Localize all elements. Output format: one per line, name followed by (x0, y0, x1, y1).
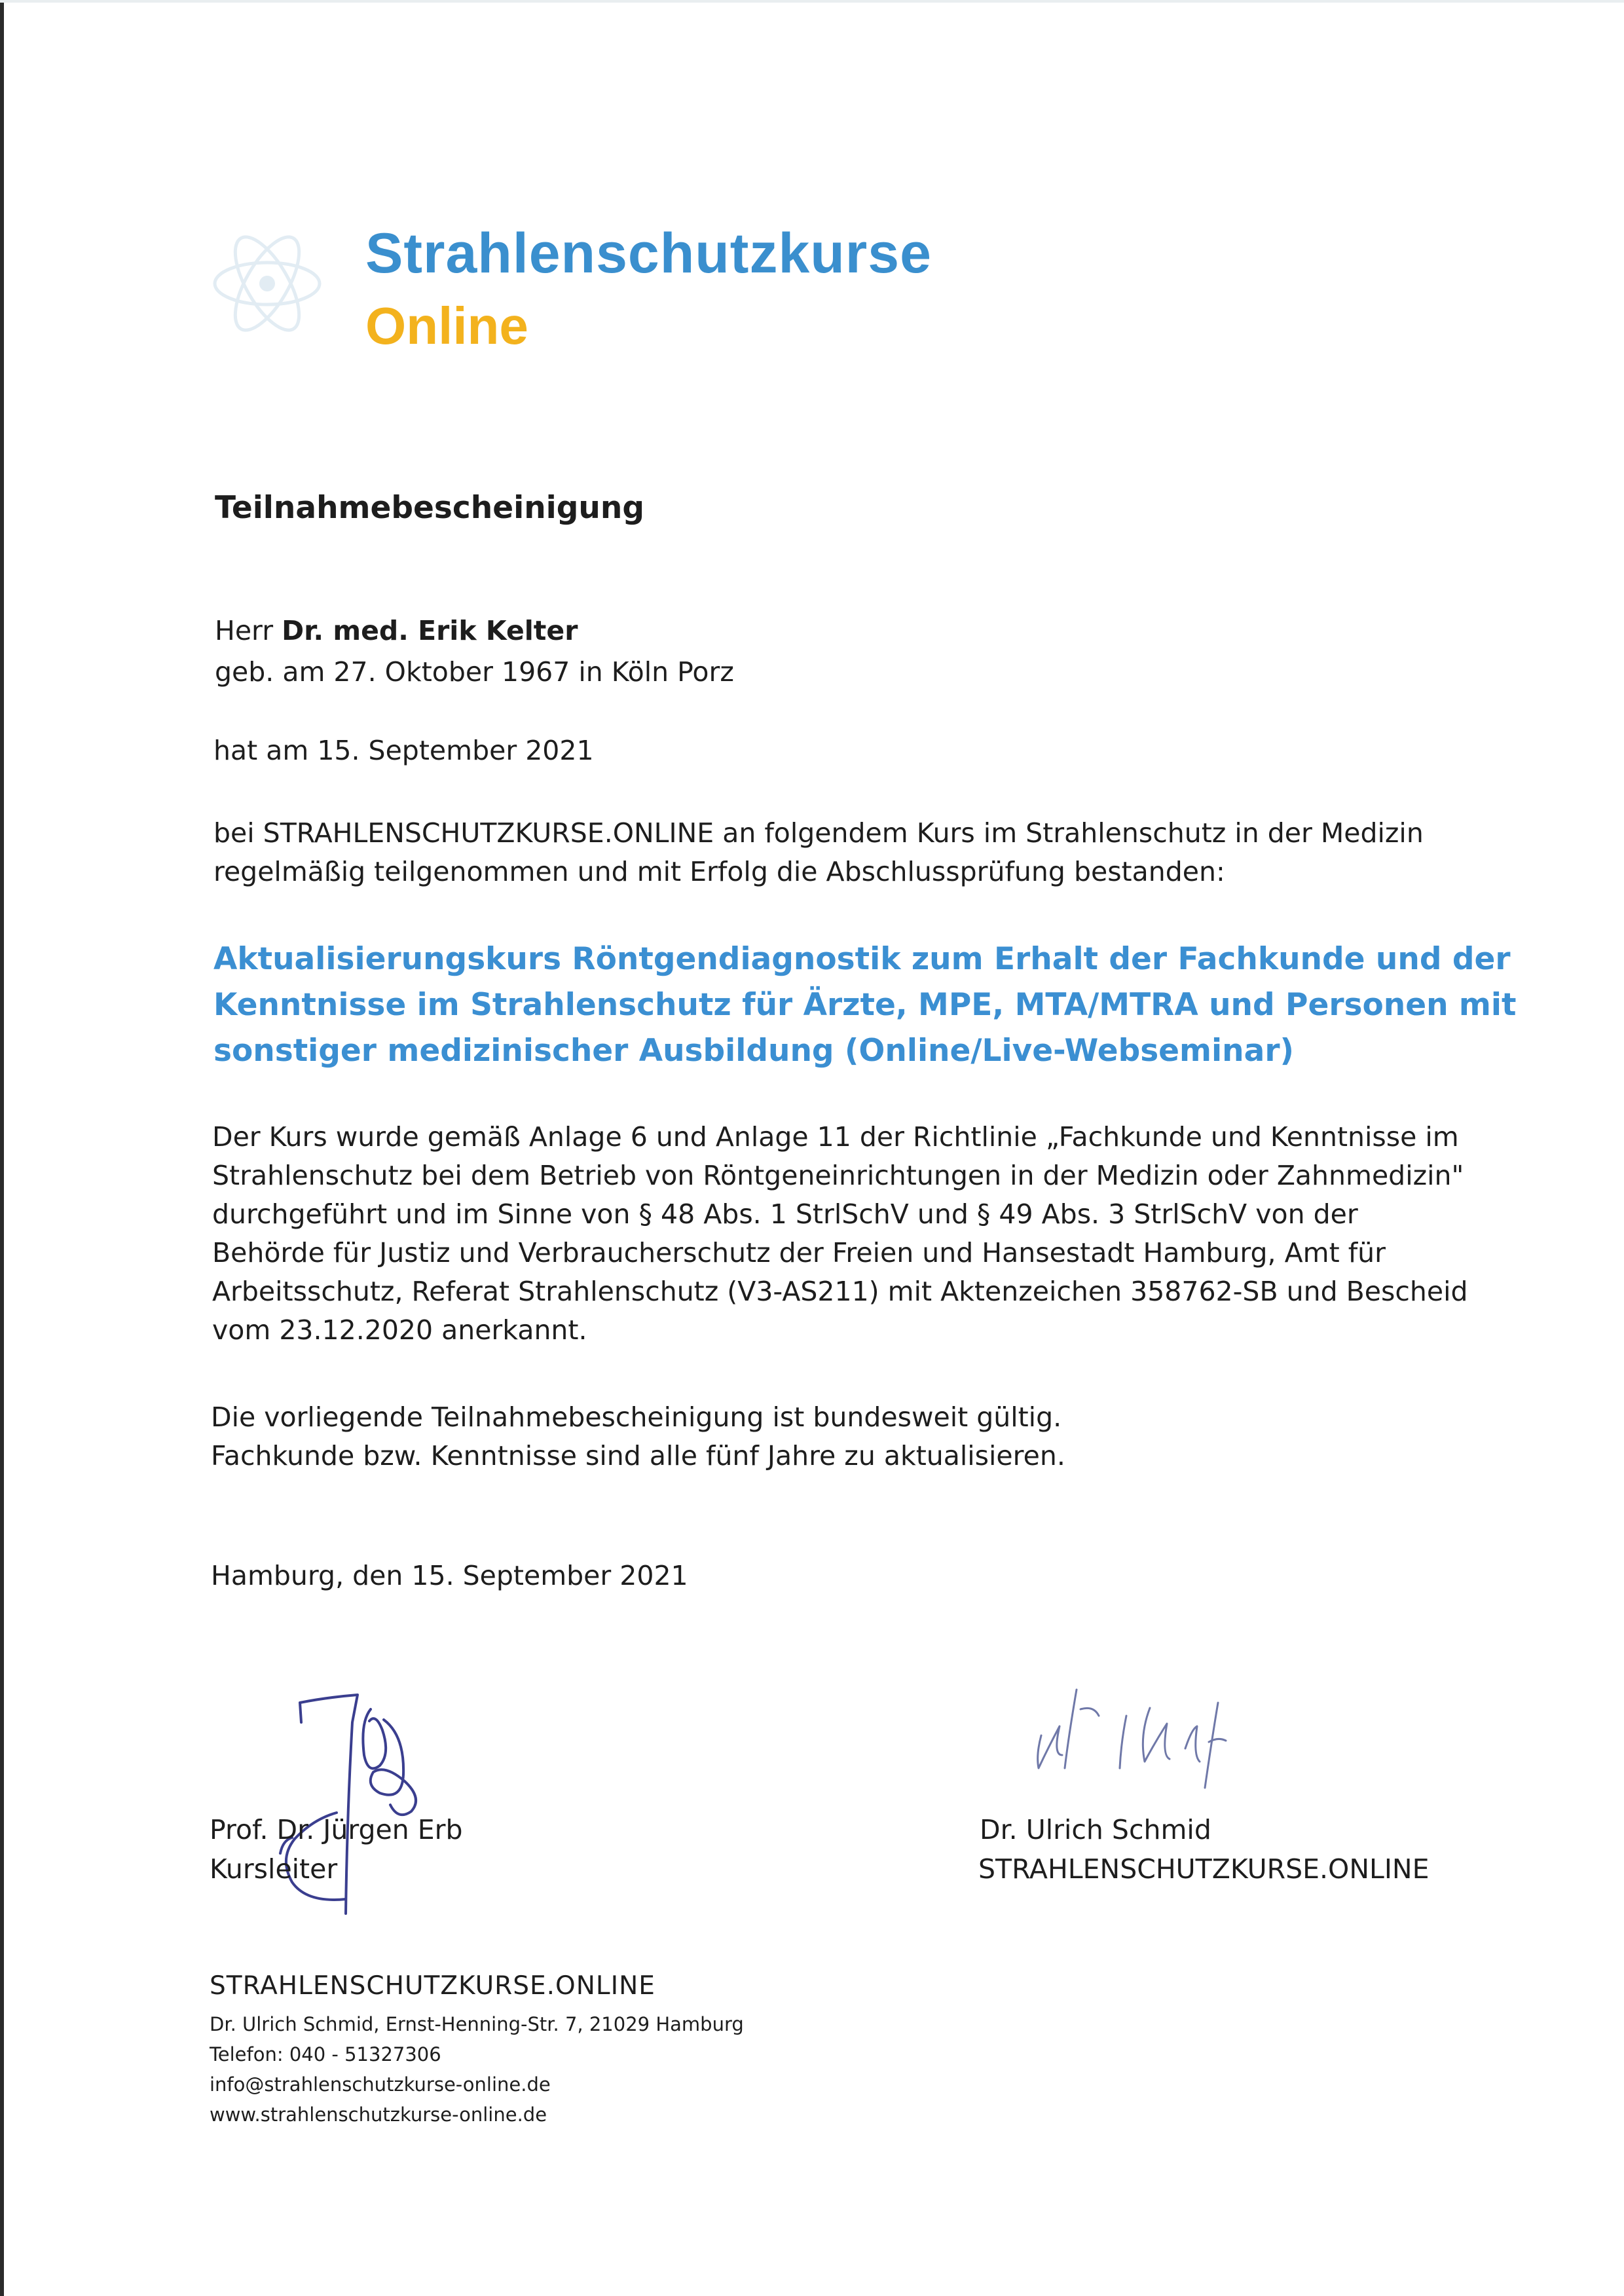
course-date: hat am 15. September 2021 (213, 735, 594, 766)
footer-phone: Telefon: 040 - 51327306 (210, 2043, 441, 2065)
course-title (213, 936, 1517, 1074)
course-title-line: sonstiger medizinischer Ausbildung (Online/Live-Webseminar) (213, 1033, 1294, 1069)
footer-contact (210, 2009, 744, 2130)
course-title-line: Aktualisierungskurs Röntgendiagnostik zum Erhalt der Fachkunde und der (213, 941, 1511, 977)
scan-edge-top (0, 0, 1624, 3)
course-description (212, 1118, 1468, 1350)
validity-text (211, 1398, 1065, 1475)
signature-left (208, 1683, 470, 1932)
signature-right (1022, 1663, 1297, 1794)
signatory-left-name: Prof. Dr. Jürgen Erb (210, 1814, 463, 1845)
recipient-birth: geb. am 27. Oktober 1967 in Köln Porz (215, 656, 734, 688)
signatory-right-name: Dr. Ulrich Schmid (980, 1814, 1211, 1845)
course-title-line: Kenntnisse im Strahlenschutz für Ärzte, MPE, MTA/MTRA und Personen mit (213, 987, 1517, 1023)
description-line: Der Kurs wurde gemäß Anlage 6 und Anlage 11 der Richtlinie „Fachkunde und Kenntnisse im (212, 1121, 1459, 1153)
footer-email[interactable]: info@strahlenschutzkurse-online.de (210, 2073, 551, 2096)
validity-line: Die vorliegende Teilnahmebescheinigung ist bundesweit gültig. (211, 1401, 1062, 1433)
recipient-line (215, 612, 578, 650)
intro-line: regelmäßig teilgenommen und mit Erfolg die Abschlussprüfung bestanden: (213, 856, 1225, 887)
recipient-name: Dr. med. Erik Kelter (282, 615, 578, 646)
description-line: vom 23.12.2020 anerkannt. (212, 1314, 587, 1346)
place-date: Hamburg, den 15. September 2021 (211, 1560, 688, 1591)
footer-website[interactable]: www.strahlenschutzkurse-online.de (210, 2103, 547, 2126)
document-title: Teilnahmebescheinigung (215, 490, 644, 526)
intro-line: bei STRAHLENSCHUTZKURSE.ONLINE an folgendem Kurs im Strahlenschutz in der Medizin (213, 817, 1424, 849)
description-line: Behörde für Justiz und Verbraucherschutz der Freien und Hansestadt Hamburg, Amt für (212, 1237, 1386, 1268)
signatory-right-role: STRAHLENSCHUTZKURSE.ONLINE (978, 1853, 1430, 1885)
footer-company: STRAHLENSCHUTZKURSE.ONLINE (210, 1971, 655, 2001)
logo-wordmark: Strahlenschutzkurse (365, 222, 932, 285)
validity-line: Fachkunde bzw. Kenntnisse sind alle fünf Jahre zu aktualisieren. (211, 1440, 1065, 1472)
description-line: Arbeitsschutz, Referat Strahlenschutz (V3-AS211) mit Aktenzeichen 358762-SB und Bescheid (212, 1276, 1468, 1307)
intro-text (213, 814, 1424, 891)
signatory-left-role: Kursleiter (210, 1853, 338, 1885)
logo-subline: Online (365, 297, 528, 355)
description-line: Strahlenschutz bei dem Betrieb von Röntgeneinrichtungen in der Medizin oder Zahnmedizin" (212, 1160, 1464, 1191)
footer-address: Dr. Ulrich Schmid, Ernst-Henning-Str. 7, 21029 Hamburg (210, 2013, 744, 2035)
atom-icon (208, 215, 326, 346)
scan-edge (0, 0, 4, 2296)
recipient-salutation: Herr (215, 615, 274, 646)
description-line: durchgeführt und im Sinne von § 48 Abs. 1 StrlSchV und § 49 Abs. 3 StrlSchV von der (212, 1198, 1358, 1230)
